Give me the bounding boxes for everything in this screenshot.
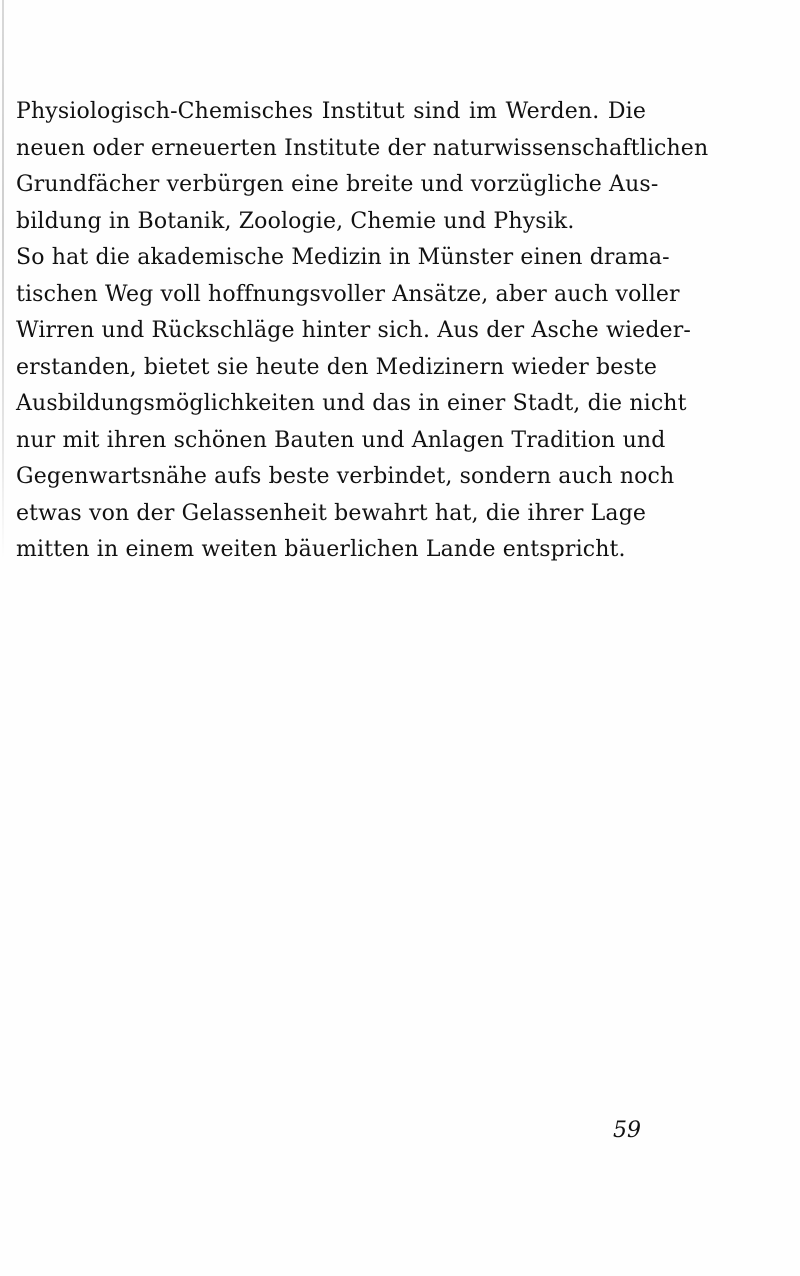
text-line: Grundfächer verbürgen eine breite und vorzügliche Aus- bbox=[16, 172, 659, 197]
text-line: So hat die akademische Medizin in Münster einen drama- bbox=[16, 245, 670, 270]
text-line: erstanden, bietet sie heute den Medizinern wieder beste bbox=[16, 354, 658, 380]
text-line: Physiologisch-Chemisches Institut sind im Werden. Die bbox=[16, 99, 646, 124]
text-line: nur mit ihren schönen Bauten und Anlagen Tradition und bbox=[16, 427, 666, 453]
page-gutter-edge bbox=[2, 0, 4, 560]
text-line: Wirren und Rückschläge hinter sich. Aus der Asche wieder- bbox=[16, 318, 691, 343]
text-line: Gegenwartsnähe aufs beste verbindet, sondern auch noch bbox=[16, 464, 675, 489]
page-number: 59 bbox=[613, 1118, 641, 1143]
text-line: neuen oder erneuerten Institute der naturwissenschaftlichen bbox=[16, 135, 709, 161]
text-line: etwas von der Gelassenheit bewahrt hat, die ihrer Lage bbox=[16, 500, 647, 526]
text-line: mitten in einem weiten bäuerlichen Lande entspricht. bbox=[16, 537, 626, 562]
text-line: Ausbildungsmöglichkeiten und das in einer Stadt, die nicht bbox=[16, 391, 687, 416]
body-text bbox=[16, 94, 709, 569]
text-line: tischen Weg voll hoffnungsvoller Ansätze, aber auch voller bbox=[16, 281, 680, 307]
text-line: bildung in Botanik, Zoologie, Chemie und Physik. bbox=[16, 208, 575, 234]
